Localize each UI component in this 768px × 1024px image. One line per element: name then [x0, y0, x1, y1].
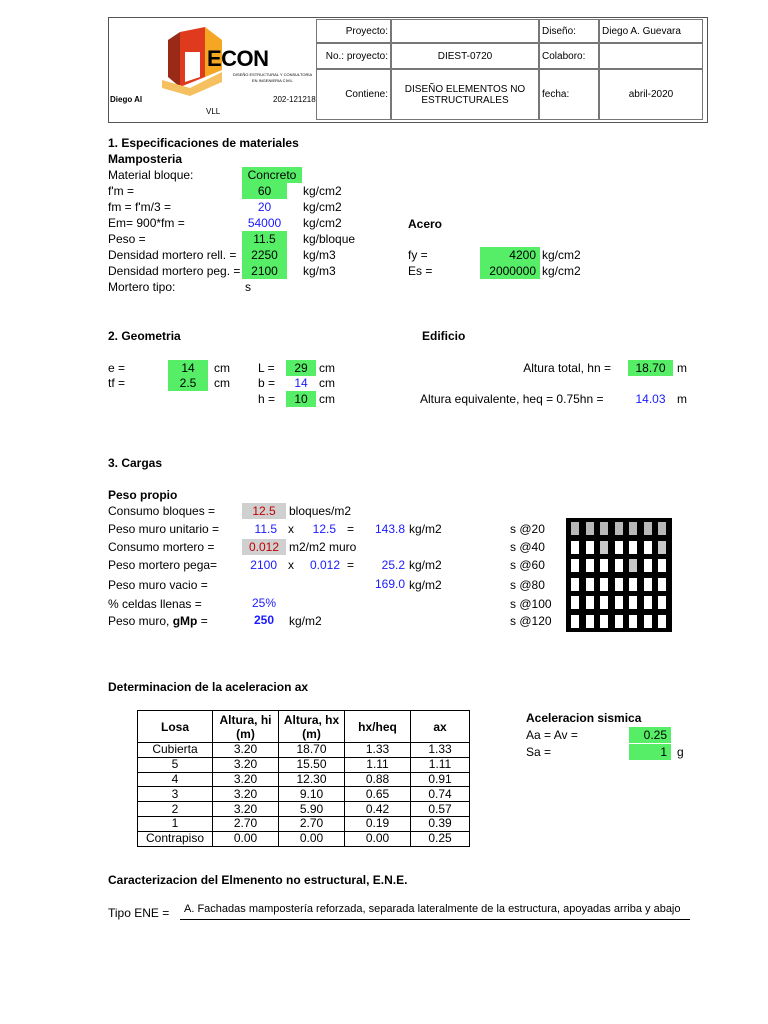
fy-label: fy = — [408, 248, 428, 262]
fecha-field[interactable] — [599, 69, 703, 120]
masonry-cell — [657, 595, 667, 610]
fm-value: 20 — [257, 200, 272, 214]
masonry-cell — [614, 595, 624, 610]
masonry-cell — [657, 540, 667, 555]
peso-vacio-result: 169.0 — [374, 577, 405, 591]
masonry-cell — [570, 577, 580, 592]
hn-label: Altura total, hn = — [523, 361, 611, 375]
table-cell: 3.20 — [213, 787, 279, 802]
hn-unit: m — [677, 361, 687, 375]
table-cell: Contrapiso — [138, 831, 213, 846]
h-cell[interactable]: 10 — [286, 391, 316, 407]
table-cell: 0.57 — [411, 802, 470, 817]
masonry-cell — [628, 540, 638, 555]
consumo-mortero-label: Consumo mortero = — [108, 540, 215, 554]
proyecto-label: Proyecto: — [345, 25, 388, 37]
table-cell: 5 — [138, 757, 213, 772]
peso-mortero-result: 25.2 — [381, 558, 405, 572]
colaboro-label-cell — [539, 43, 599, 69]
masonry-cell — [570, 558, 580, 573]
densidad-rell-label: Densidad mortero rell. = — [108, 248, 237, 262]
section-3-title: 3. Cargas — [108, 456, 163, 470]
diseno-label-cell — [539, 19, 599, 43]
table-row — [138, 787, 470, 802]
tipo-ene-text: A. Fachadas mampostería reforzada, separada lateralmente de la estructura, apoyadas arriba y abajo — [184, 903, 681, 915]
tf-label: tf = — [108, 376, 126, 390]
sa-unit: g — [677, 745, 684, 759]
densidad-rell-unit: kg/m3 — [303, 248, 336, 262]
peso-muro-label-text: Peso muro, — [108, 614, 173, 628]
contiene-value-1: DISEÑO ELEMENTOS NO — [404, 83, 526, 95]
table-cell: 1.33 — [411, 743, 470, 758]
author-code: 202-121218 — [273, 95, 316, 104]
peso-mortero-b: 0.012 — [309, 558, 340, 572]
peso-unitario-b: 12.5 — [312, 522, 336, 536]
es-label: Es = — [408, 264, 433, 278]
table-cell: 0.00 — [213, 831, 279, 846]
h-unit: cm — [319, 392, 335, 406]
peso-propio-title: Peso propio — [108, 488, 178, 502]
material-bloque-label: Material bloque: — [108, 168, 194, 182]
masonry-cell — [585, 521, 595, 536]
table-cell: 0.39 — [411, 816, 470, 831]
celdas-llenas-value: 25% — [251, 596, 277, 610]
fy-cell[interactable]: 4200 — [480, 247, 540, 263]
table-cell: 2 — [138, 802, 213, 817]
col-losa: Losa — [138, 711, 213, 743]
ax-table-header — [138, 711, 470, 743]
table-cell: 2.70 — [213, 816, 279, 831]
logo-subtitle-2: EN INGENIERIA CIVIL — [252, 78, 293, 83]
table-cell: 5.90 — [279, 802, 345, 817]
table-cell: 2.70 — [279, 816, 345, 831]
table-cell: 0.88 — [345, 772, 411, 787]
masonry-cell — [643, 577, 653, 592]
table-cell: 9.10 — [279, 787, 345, 802]
fm-unit: kg/cm2 — [303, 200, 342, 214]
table-cell: 3.20 — [213, 757, 279, 772]
table-cell: 15.50 — [279, 757, 345, 772]
masonry-cell — [585, 577, 595, 592]
table-cell: 1.33 — [345, 743, 411, 758]
tipo-ene-value[interactable] — [180, 903, 690, 920]
edificio-title: Edificio — [422, 329, 466, 343]
fy-unit: kg/cm2 — [542, 248, 581, 262]
tf-unit: cm — [214, 376, 230, 390]
masonry-cell — [643, 540, 653, 555]
aa-label: Aa = Av = — [526, 728, 578, 742]
author-name: Diego Al — [110, 95, 143, 104]
col-altura-hi: Altura, hi (m) — [213, 711, 279, 743]
em-label: Em= 900*fm = — [108, 216, 185, 230]
fm-prime-unit: kg/cm2 — [303, 184, 342, 198]
peso-mortero-label: Peso mortero pega= — [108, 558, 218, 572]
masonry-cell — [657, 614, 667, 629]
consumo-bloques-unit: bloques/m2 — [289, 504, 352, 518]
masonry-cell — [614, 577, 624, 592]
section-1-title: 1. Especificaciones de materiales — [108, 136, 299, 150]
masonry-cell — [628, 521, 638, 536]
masonry-cell — [628, 595, 638, 610]
masonry-cell — [614, 521, 624, 536]
masonry-cell — [628, 614, 638, 629]
masonry-cell — [614, 540, 624, 555]
hn-cell[interactable]: 18.70 — [628, 360, 673, 376]
masonry-cell — [585, 540, 595, 555]
tipo-ene-label: Tipo ENE = — [108, 906, 170, 920]
peso-unitario-x: x — [288, 522, 294, 536]
masonry-cell — [585, 558, 595, 573]
masonry-cell — [599, 614, 609, 629]
acero-title: Acero — [408, 217, 443, 231]
L-unit: cm — [319, 361, 335, 375]
heq-unit: m — [677, 392, 687, 406]
table-cell: 3.20 — [213, 802, 279, 817]
em-unit: kg/cm2 — [303, 216, 342, 230]
peso-muro-unit: kg/m2 — [289, 614, 322, 628]
fm-label: fm = f'm/3 = — [108, 200, 171, 214]
densidad-peg-unit: kg/m3 — [303, 264, 336, 278]
masonry-cell — [643, 521, 653, 536]
col-altura-hx: Altura, hx (m) — [279, 711, 345, 743]
no-proyecto-label-cell — [316, 43, 391, 69]
fecha-label: fecha: — [542, 89, 570, 100]
masonry-cell-grid — [566, 518, 672, 632]
masonry-cell — [657, 558, 667, 573]
consumo-mortero-cell[interactable]: 0.012 — [242, 539, 286, 555]
table-cell: 0.19 — [345, 816, 411, 831]
table-cell: 18.70 — [279, 743, 345, 758]
masonry-cell — [570, 521, 580, 536]
e-unit: cm — [214, 361, 230, 375]
diseno-label: Diseño: — [542, 25, 576, 37]
em-value: 54000 — [247, 216, 282, 230]
table-cell: 0.25 — [411, 831, 470, 846]
peso-vacio-unit: kg/m2 — [409, 578, 442, 592]
peso-unitario-eq: = — [347, 522, 355, 536]
masonry-cell — [628, 558, 638, 573]
es-unit: kg/cm2 — [542, 264, 581, 278]
fecha-value: abril-2020 — [628, 89, 674, 100]
peso-label: Peso = — [108, 232, 146, 246]
spacing-60[interactable]: s @60 — [510, 558, 545, 572]
L-cell[interactable]: 29 — [286, 360, 316, 376]
table-cell: Cubierta — [138, 743, 213, 758]
masonry-cell — [657, 521, 667, 536]
masonry-cell — [570, 614, 580, 629]
peso-muro-gmp: gMp — [172, 614, 198, 628]
masonry-cell — [599, 521, 609, 536]
no-proyecto-value: DIEST-0720 — [437, 50, 493, 62]
contiene-label-cell — [316, 69, 391, 120]
ax-table — [137, 710, 470, 847]
peso-unitario-unit: kg/m2 — [409, 522, 442, 536]
L-label: L = — [258, 361, 275, 375]
masonry-cell — [599, 540, 609, 555]
peso-unitario-label: Peso muro unitario = — [108, 522, 220, 536]
peso-mortero-unit: kg/m2 — [409, 558, 442, 572]
masonry-cell — [643, 614, 653, 629]
sa-cell[interactable]: 1 — [629, 744, 671, 760]
consumo-bloques-label: Consumo bloques = — [108, 504, 216, 518]
e-label: e = — [108, 361, 126, 375]
table-row — [138, 743, 470, 758]
table-cell: 12.30 — [279, 772, 345, 787]
heq-value: 14.03 — [635, 392, 666, 406]
diseno-field[interactable] — [599, 19, 703, 43]
consumo-bloques-cell[interactable]: 12.5 — [242, 503, 286, 519]
diseno-value: Diego A. Guevara — [602, 25, 681, 37]
table-row — [138, 802, 470, 817]
peso-mortero-x: x — [288, 558, 294, 572]
colaboro-label: Colaboro: — [542, 50, 586, 62]
densidad-peg-cell[interactable]: 2100 — [242, 263, 287, 279]
peso-muro-value: 250 — [253, 613, 275, 627]
peso-mortero-eq: = — [347, 558, 355, 572]
spacing-100[interactable]: s @100 — [510, 597, 552, 611]
masonry-cell — [643, 558, 653, 573]
b-label: b = — [258, 376, 276, 390]
peso-muro-eq: = — [197, 614, 208, 628]
es-cell[interactable]: 2000000 — [480, 263, 540, 279]
masonry-cell — [599, 558, 609, 573]
table-row — [138, 772, 470, 787]
table-cell: 1 — [138, 816, 213, 831]
material-bloque-cell[interactable]: Concreto — [242, 167, 302, 183]
contiene-value-2: ESTRUCTURALES — [421, 94, 509, 106]
mamposteria-title: Mamposteria — [108, 152, 183, 166]
table-cell: 0.65 — [345, 787, 411, 802]
table-cell: 3 — [138, 787, 213, 802]
masonry-cell — [628, 577, 638, 592]
proyecto-label-cell — [316, 19, 391, 43]
table-cell: 0.74 — [411, 787, 470, 802]
proyecto-field[interactable] — [391, 19, 539, 43]
peso-vacio-label: Peso muro vacio = — [108, 578, 208, 592]
masonry-cell — [599, 595, 609, 610]
table-cell: 0.00 — [279, 831, 345, 846]
h-label: h = — [258, 392, 276, 406]
fm-prime-label: f'm = — [108, 184, 134, 198]
aceleracion-sismica-title: Aceleracion sismica — [526, 711, 642, 725]
densidad-peg-label: Densidad mortero peg. = — [108, 264, 241, 278]
table-cell: 3.20 — [213, 743, 279, 758]
b-value: 14 — [294, 376, 308, 390]
masonry-cell — [643, 595, 653, 610]
masonry-cell — [614, 558, 624, 573]
col-ax: ax — [411, 711, 470, 743]
ax-section-title: Determinacion de la aceleracion ax — [108, 680, 309, 694]
table-cell: 1.11 — [345, 757, 411, 772]
table-cell: 3.20 — [213, 772, 279, 787]
masonry-cell — [570, 595, 580, 610]
ene-title: Caracterizacion del Elmenento no estructural, E.N.E. — [108, 873, 408, 887]
fm-prime-cell[interactable]: 60 — [242, 183, 287, 199]
logo-subtitle-1: DISEÑO ESTRUCTURAL Y CONSULTORIA — [233, 72, 313, 77]
no-proyecto-field[interactable] — [391, 43, 539, 69]
e-cell[interactable]: 14 — [168, 360, 208, 376]
table-row — [138, 757, 470, 772]
peso-unitario-result: 143.8 — [374, 522, 405, 536]
masonry-cell — [614, 614, 624, 629]
table-cell: 0.00 — [345, 831, 411, 846]
sa-label: Sa = — [526, 745, 552, 759]
spacing-40[interactable]: s @40 — [510, 540, 545, 554]
section-2-title: 2. Geometria — [108, 329, 181, 343]
celdas-llenas-label: % celdas llenas = — [108, 597, 202, 611]
masonry-cell — [599, 577, 609, 592]
table-cell: 0.42 — [345, 802, 411, 817]
no-proyecto-label: No.: proyecto: — [325, 50, 388, 62]
peso-unitario-a: 11.5 — [254, 522, 277, 536]
contiene-label: Contiene: — [345, 89, 388, 100]
col-hx-heq: hx/heq — [345, 711, 411, 743]
colaboro-field[interactable] — [599, 43, 703, 69]
densidad-rell-cell[interactable]: 2250 — [242, 247, 287, 263]
contiene-field[interactable] — [391, 69, 539, 120]
b-unit: cm — [319, 376, 335, 390]
mortero-tipo-value[interactable]: s — [245, 280, 251, 294]
masonry-cell — [585, 614, 595, 629]
mortero-tipo-label: Mortero tipo: — [108, 280, 176, 294]
fecha-label-cell — [539, 69, 599, 120]
logo-text: ECON — [207, 46, 269, 71]
tf-cell[interactable]: 2.5 — [168, 375, 208, 391]
table-row — [138, 831, 470, 846]
consumo-mortero-unit: m2/m2 muro — [289, 540, 357, 554]
peso-muro-label — [108, 614, 208, 628]
masonry-cell — [570, 540, 580, 555]
author-sub: VLL — [206, 107, 221, 116]
aa-cell[interactable]: 0.25 — [629, 727, 671, 743]
peso-cell[interactable]: 11.5 — [242, 231, 287, 247]
spacing-20[interactable]: s @20 — [510, 522, 545, 536]
masonry-cell — [657, 577, 667, 592]
table-row — [138, 816, 470, 831]
masonry-cell — [585, 595, 595, 610]
spacing-80[interactable]: s @80 — [510, 578, 545, 592]
heq-label: Altura equivalente, heq = 0.75hn = — [420, 392, 604, 406]
table-cell: 0.91 — [411, 772, 470, 787]
table-cell: 1.11 — [411, 757, 470, 772]
spacing-120[interactable]: s @120 — [510, 614, 552, 628]
peso-unit: kg/bloque — [303, 232, 356, 246]
peso-mortero-a: 2100 — [250, 558, 277, 572]
table-cell: 4 — [138, 772, 213, 787]
